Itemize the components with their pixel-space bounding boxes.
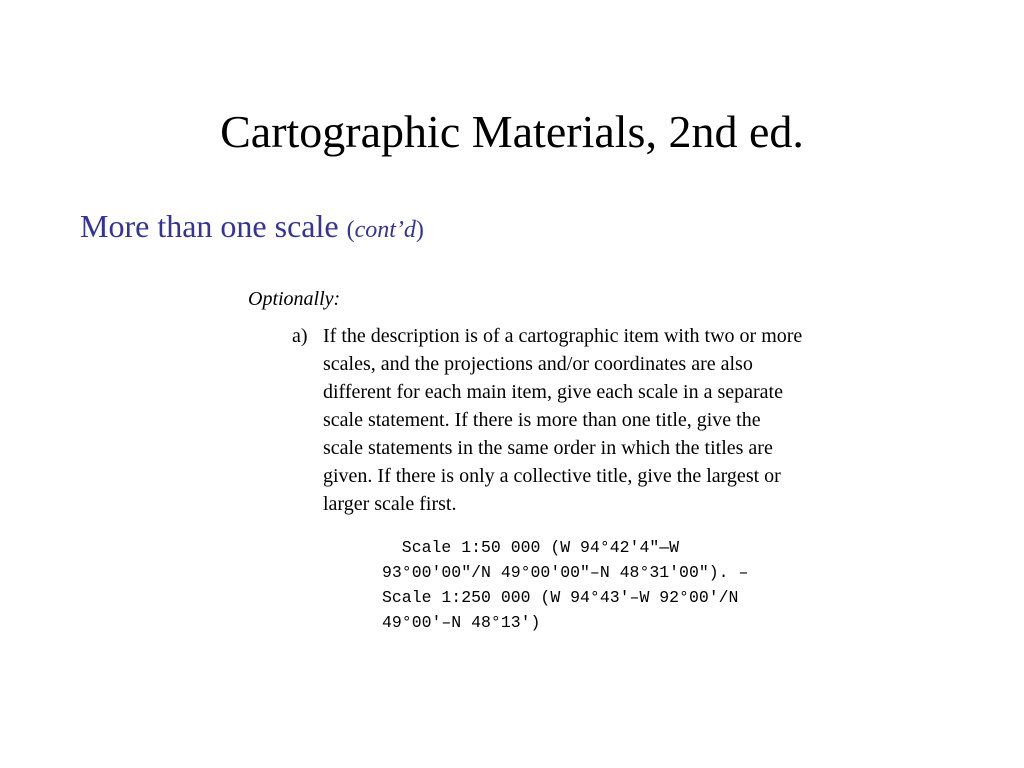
example-line: Scale 1:250 000 (W 94°43′–W 92°00′/N xyxy=(382,588,739,607)
example-line: Scale 1:50 000 (W 94°42′4″—W xyxy=(382,538,680,557)
example-line: 49°00′–N 48°13′) xyxy=(382,613,541,632)
list-item-line: given. If there is only a collective title, give the largest or xyxy=(323,465,781,487)
list-item-text xyxy=(323,322,802,518)
list-item-line: scale statement. If there is more than one title, give the xyxy=(323,409,761,431)
list-item-line: larger scale first. xyxy=(323,493,457,515)
subtitle-contd: cont’d xyxy=(354,217,416,243)
slide-subtitle xyxy=(80,206,424,250)
example-line: 93°00′00″/N 49°00′00″–N 48°31′00″). – xyxy=(382,563,749,582)
optionally-label: Optionally: xyxy=(248,288,341,310)
slide-title: Cartographic Materials, 2nd ed. xyxy=(220,106,804,157)
list-item-line: If the description is of a cartographic item with two or more xyxy=(323,325,803,347)
subtitle-main: More than one scale xyxy=(80,208,347,244)
list-item-line: scale statements in the same order in which the titles are xyxy=(323,437,773,459)
list-item-line: different for each main item, give each scale in a separate xyxy=(323,381,783,403)
scale-example xyxy=(382,535,748,635)
list-item-line: scales, and the projections and/or coordinates are also xyxy=(323,353,753,375)
list-item-marker: a) xyxy=(292,325,308,347)
subtitle-paren-open: ( xyxy=(346,217,355,243)
subtitle-paren-close: ) xyxy=(415,217,424,243)
